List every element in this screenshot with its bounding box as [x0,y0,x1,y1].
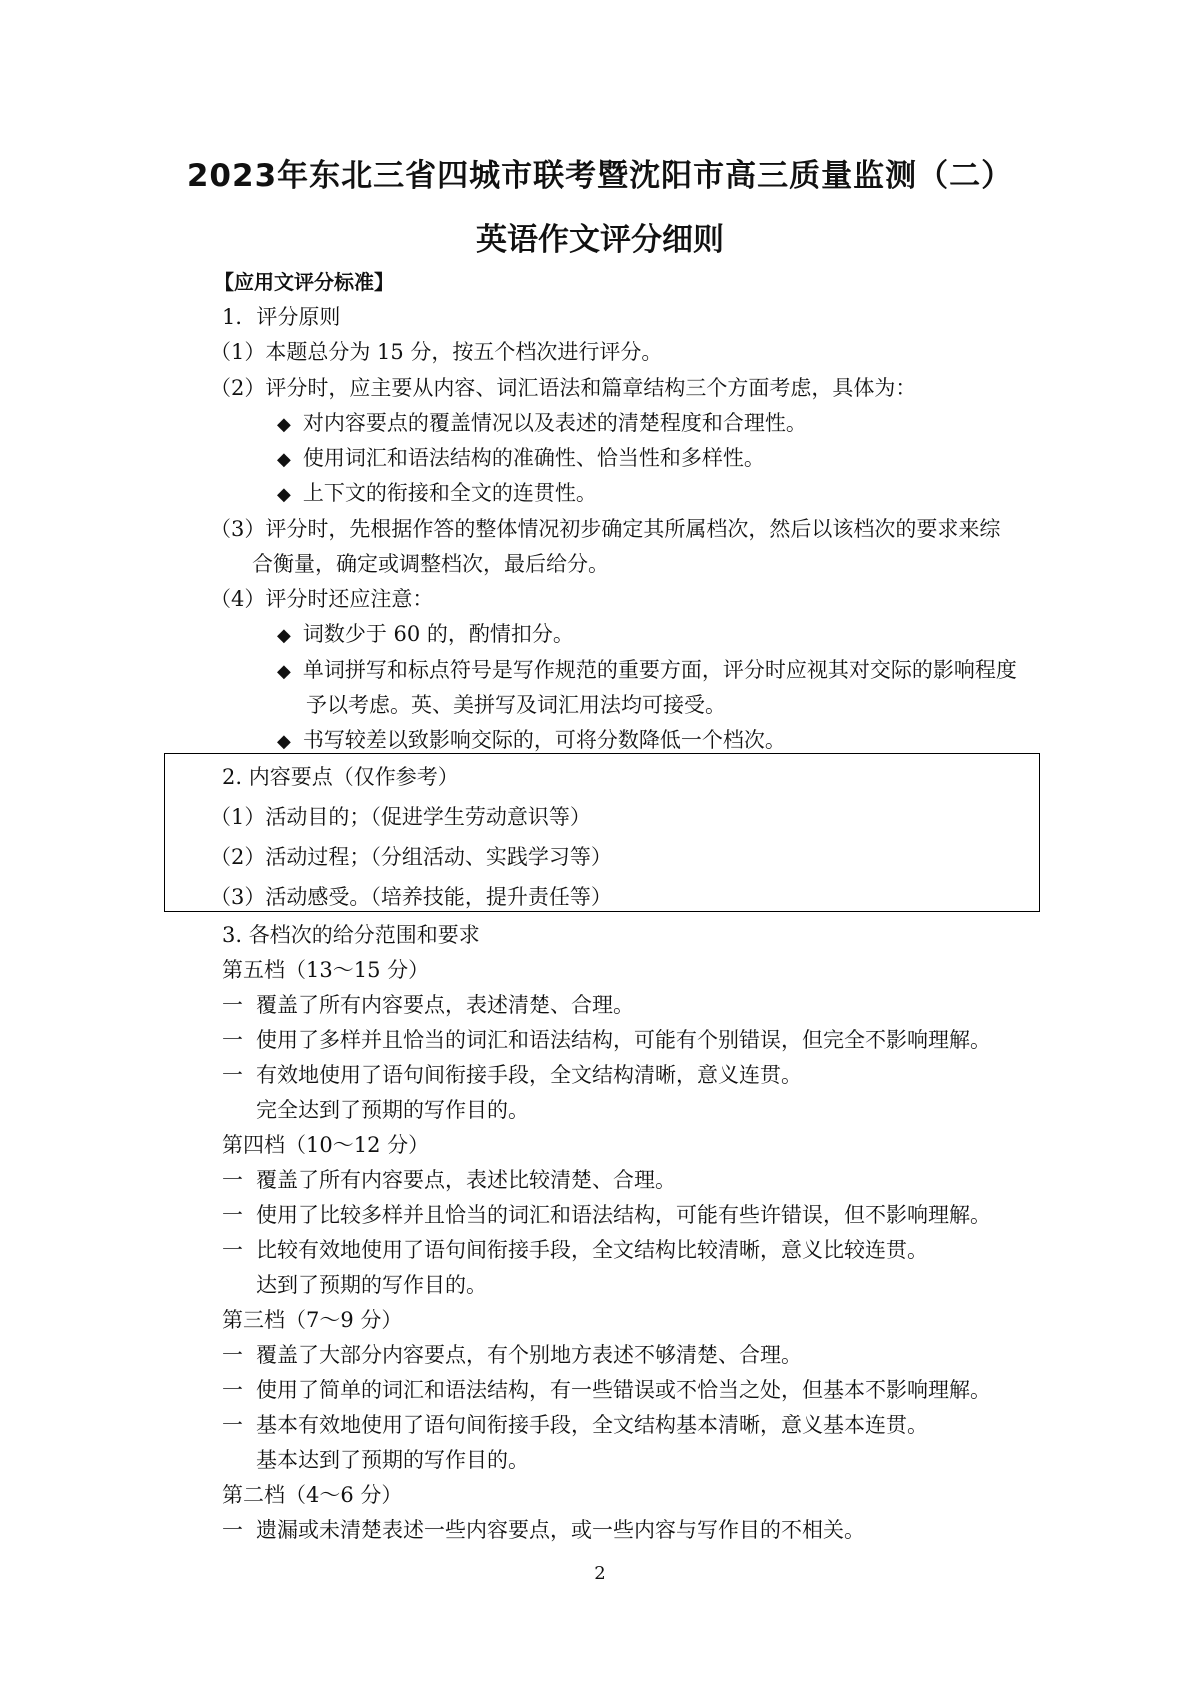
criteria-row [222,1026,991,1054]
criteria-text: 覆盖了所有内容要点，表述清楚、合理。 [256,993,634,1017]
level5-label: 第五档（13～15 分） [222,958,430,982]
dash-marker: 一 [222,1518,243,1542]
content-point: （3）活动感受。（培养技能，提升责任等） [210,885,612,909]
bullet-text: 词数少于 60 的，酌情扣分。 [302,622,574,646]
criteria-row [222,991,634,1019]
criteria-text: 使用了多样并且恰当的词汇和语法结构，可能有个别错误，但完全不影响理解。 [256,1028,991,1052]
bullet-text: 上下文的衔接和全文的连贯性。 [302,481,597,505]
diamond-bullet-icon: ◆ [277,731,291,752]
diamond-bullet-icon: ◆ [277,449,291,470]
section3-title: 3. 各档次的给分范围和要求 [222,923,480,947]
criteria-text: 覆盖了所有内容要点，表述比较清楚、合理。 [256,1168,676,1192]
content-point: （1）活动目的；（促进学生劳动意识等） [210,805,591,829]
level4-label: 第四档（10～12 分） [222,1133,430,1157]
dash-marker: 一 [222,1203,243,1227]
level5-summary: 完全达到了预期的写作目的。 [256,1098,529,1122]
bullet-text-continued: 予以考虑。英、美拼写及词汇用法均可接受。 [306,693,726,717]
criteria-text: 使用了比较多样并且恰当的词汇和语法结构，可能有些许错误，但不影响理解。 [256,1203,991,1227]
dash-marker: 一 [222,993,243,1017]
document-title: 2023年东北三省四城市联考暨沈阳市高三质量监测（二） [186,158,1014,194]
criteria-text: 有效地使用了语句间衔接手段，全文结构清晰，意义连贯。 [256,1063,802,1087]
criteria-row [222,1061,802,1089]
section1-item3-line2: 合衡量，确定或调整档次，最后给分。 [252,552,609,576]
diamond-bullet-icon: ◆ [277,625,291,646]
dash-marker: 一 [222,1413,243,1437]
criteria-row [222,1376,991,1404]
criteria-text: 使用了简单的词汇和语法结构，有一些错误或不恰当之处，但基本不影响理解。 [256,1378,991,1402]
section1-item4: （4）评分时还应注意： [210,587,434,611]
bullet-row [277,479,597,509]
dash-marker: 一 [222,1238,243,1262]
level2-label: 第二档（4～6 分） [222,1483,403,1507]
criteria-text: 覆盖了大部分内容要点，有个别地方表述不够清楚、合理。 [256,1343,802,1367]
section1-item3-line1: （3）评分时，先根据作答的整体情况初步确定其所属档次，然后以该档次的要求来综 [210,517,1001,541]
section1-item1: （1）本题总分为 15 分，按五个档次进行评分。 [210,340,663,364]
criteria-row [222,1516,865,1544]
document-subtitle: 英语作文评分细则 [476,222,724,258]
bullet-text: 单词拼写和标点符号是写作规范的重要方面，评分时应视其对交际的影响程度 [302,658,1017,682]
dash-marker: 一 [222,1168,243,1192]
dash-marker: 一 [222,1343,243,1367]
criteria-row [222,1341,802,1369]
content-point: （2）活动过程；（分组活动、实践学习等） [210,845,612,869]
criteria-row [222,1166,676,1194]
dash-marker: 一 [222,1028,243,1052]
level4-summary: 达到了预期的写作目的。 [256,1273,487,1297]
criteria-text: 遗漏或未清楚表述一些内容要点，或一些内容与写作目的不相关。 [256,1518,865,1542]
criteria-text: 比较有效地使用了语句间衔接手段，全文结构比较清晰，意义比较连贯。 [256,1238,928,1262]
level3-label: 第三档（7～9 分） [222,1308,403,1332]
diamond-bullet-icon: ◆ [277,661,291,682]
section1-title: 1．评分原则 [222,305,341,329]
bullet-row [277,726,786,756]
bullet-text: 对内容要点的覆盖情况以及表述的清楚程度和合理性。 [302,411,807,435]
bullet-row [277,409,807,439]
section-heading: 【应用文评分标准】 [214,270,394,294]
dash-marker: 一 [222,1063,243,1087]
bullet-row [277,620,574,650]
bullet-row [277,656,1017,686]
section2-title: 2. 内容要点（仅作参考） [222,765,459,789]
criteria-text: 基本有效地使用了语句间衔接手段，全文结构基本清晰，意义基本连贯。 [256,1413,928,1437]
level3-summary: 基本达到了预期的写作目的。 [256,1448,529,1472]
criteria-row [222,1236,928,1264]
bullet-text: 书写较差以致影响交际的，可将分数降低一个档次。 [302,728,786,752]
diamond-bullet-icon: ◆ [277,484,291,505]
criteria-row [222,1201,991,1229]
dash-marker: 一 [222,1378,243,1402]
bullet-row [277,444,765,474]
bullet-text: 使用词汇和语法结构的准确性、恰当性和多样性。 [302,446,765,470]
section1-item2: （2）评分时，应主要从内容、词汇语法和篇章结构三个方面考虑，具体为： [210,376,917,400]
page-number: 2 [594,1563,606,1584]
criteria-row [222,1411,928,1439]
diamond-bullet-icon: ◆ [277,414,291,435]
